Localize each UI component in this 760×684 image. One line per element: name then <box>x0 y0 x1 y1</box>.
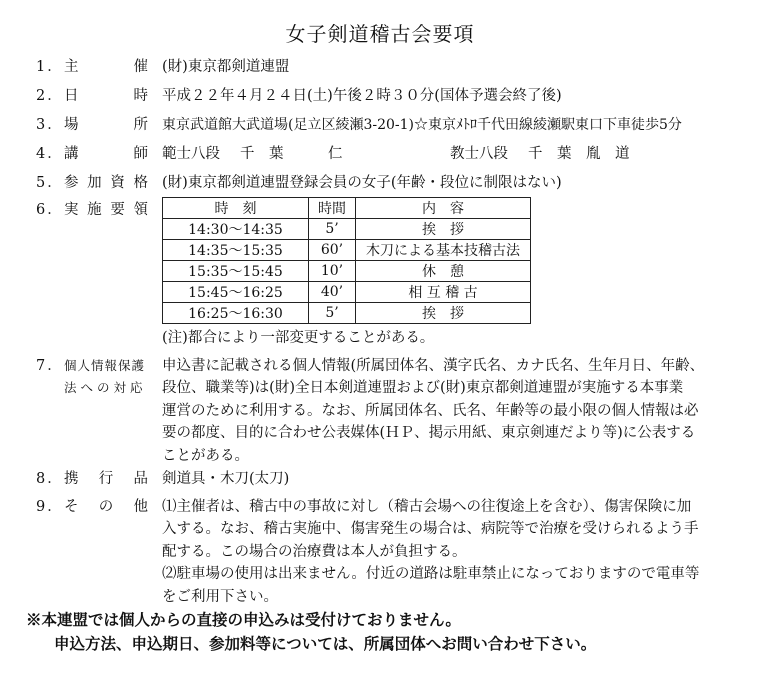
privacy-label-line-2: 法への対応 <box>64 380 147 395</box>
header-duration: 時間 <box>309 198 356 219</box>
instructor-2-name: 千 葉 胤 道 <box>528 146 630 162</box>
cell-content: 休 憩 <box>356 261 531 282</box>
item-number: 7． <box>36 358 64 374</box>
footer-notice-1: ※本連盟では個人からの直接の申込みは受付けておりません。 <box>26 610 461 629</box>
document-title: 女子剣道稽古会要項 <box>285 22 475 46</box>
item-value: (財)東京都剣道連盟登録会員の女子(年齢・段位に制限はない) <box>162 175 562 191</box>
privacy-text: 申込書に記載される個人情報(所属団体名、漢字氏名、カナ氏名、生年月日、年齢、 段位、職業等)は(財)全日本剣道連盟および(財)東京都剣道連盟が実施する本事業 運営のために利用する。なお、所属団体名、氏名、年齢等の最小限の個人情報は必 要の都度、目的に合わせ公表媒体(ＨＰ、掲示用紙、東京剣連だより等)に公表する ことがある。 <box>162 358 705 464</box>
item-instructors <box>0 143 760 165</box>
item-label: 講 師 <box>64 146 148 162</box>
schedule-table <box>162 197 531 324</box>
item-value: (財)東京都剣道連盟 <box>162 59 290 75</box>
instructor-1-given-name: 仁 <box>328 146 343 162</box>
table-row <box>163 282 531 303</box>
header-time: 時 刻 <box>163 198 309 219</box>
instructor-1-rank: 範士八段 <box>162 146 220 162</box>
item-eligibility <box>0 172 760 194</box>
item-number: 9． <box>36 499 64 515</box>
item-belongings <box>0 468 760 490</box>
item-label: 主 催 <box>64 59 148 75</box>
cell-time: 16:25～16:30 <box>163 303 309 324</box>
item-number: 4． <box>36 146 64 162</box>
item-value: 平成２２年４月２４日(土)午後２時３０分(国体予選会終了後) <box>162 88 562 104</box>
schedule-note: (注)都合により一部変更することがある。 <box>162 330 435 346</box>
header-content: 内 容 <box>356 198 531 219</box>
item-label: 実 施 要 領 <box>64 202 148 218</box>
cell-content: 相 互 稽 古 <box>356 282 531 303</box>
item-place <box>0 114 760 136</box>
table-row <box>163 303 531 324</box>
table-row <box>163 219 531 240</box>
cell-time: 14:30～14:35 <box>163 219 309 240</box>
item-value: 東京武道館大武道場(足立区綾瀬3-20-1)☆東京ﾒﾄﾛ千代田線綾瀬駅東口下車徒歩5分 <box>162 117 682 133</box>
table-row <box>163 261 531 282</box>
item-number: 1． <box>36 59 64 75</box>
item-label: 日 時 <box>64 88 148 104</box>
footer-notice-2: 申込方法、申込期日、参加料等については、所属団体へお問い合わせ下さい。 <box>54 634 597 653</box>
item-number: 8． <box>36 471 64 487</box>
item-label: 場 所 <box>64 117 148 133</box>
instructor-1-family-name: 千 葉 <box>240 146 284 162</box>
cell-duration: 40’ <box>309 282 356 303</box>
item-label: 携 行 品 <box>64 471 148 487</box>
item-number: 2． <box>36 88 64 104</box>
table-row <box>163 240 531 261</box>
privacy-label-line-1: 個人情報保護 <box>64 358 146 373</box>
item-number: 5． <box>36 175 64 191</box>
item-datetime <box>0 85 760 107</box>
item-value: 剣道具・木刀(太刀) <box>162 471 290 487</box>
cell-duration: 60’ <box>309 240 356 261</box>
cell-time: 15:35～15:45 <box>163 261 309 282</box>
cell-time: 14:35～15:35 <box>163 240 309 261</box>
cell-content: 木刀による基本技稽古法 <box>356 240 531 261</box>
cell-duration: 5’ <box>309 219 356 240</box>
cell-duration: 5’ <box>309 303 356 324</box>
other-text: ⑴主催者は、稽古中の事故に対し（稽古会場への往復途上を含む）、傷害保険に加 入する。なお、稽古実施中、傷害発生の場合は、病院等で治療を受けられるよう手 配する。この場合の治療費は本人が負担する。 ⑵駐車場の使用は出来ません。付近の道路は駐車禁止になっておりますので電車等 をご利用下さい。 <box>162 499 700 605</box>
cell-content: 挨 拶 <box>356 219 531 240</box>
item-host <box>0 56 760 78</box>
cell-content: 挨 拶 <box>356 303 531 324</box>
item-number: 6． <box>36 202 64 218</box>
item-label: 参 加 資 格 <box>64 175 148 191</box>
table-header-row <box>163 198 531 219</box>
instructor-2-rank: 教士八段 <box>450 146 508 162</box>
item-number: 3． <box>36 117 64 133</box>
cell-time: 15:45～16:25 <box>163 282 309 303</box>
cell-duration: 10’ <box>309 261 356 282</box>
item-label: そ の 他 <box>64 499 148 515</box>
